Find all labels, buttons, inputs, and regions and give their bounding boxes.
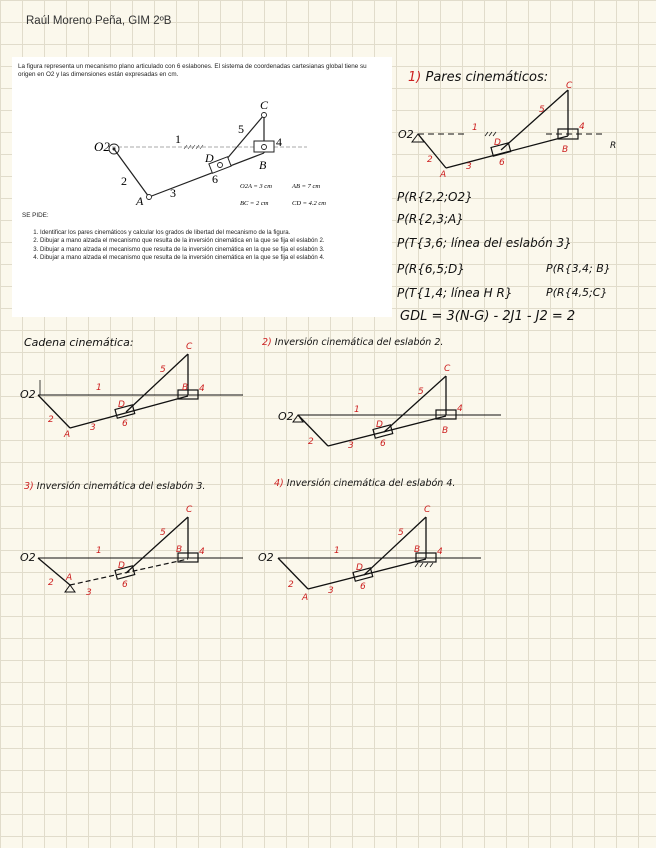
cadena-heading: Cadena cinemática: xyxy=(24,336,134,349)
sketch-inv4 xyxy=(256,503,496,603)
inv3-heading xyxy=(24,481,205,492)
author-name: Raúl Moreno Peña, GIM 2ºB xyxy=(26,15,172,27)
sk4-c: C xyxy=(186,505,193,515)
sk2-n6: 6 xyxy=(122,419,128,429)
pair-item: P(R{4,5;C} xyxy=(546,286,608,299)
sketch-cadena xyxy=(18,340,258,440)
sk5-o2: O2 xyxy=(258,551,274,564)
sk5-n3: 3 xyxy=(328,586,334,596)
fig-label-2: 2 xyxy=(121,174,127,188)
fig-label-1: 1 xyxy=(175,132,181,146)
sk1-n2: 2 xyxy=(427,155,433,165)
sk5-n4: 4 xyxy=(437,547,443,557)
sk3-n5: 5 xyxy=(418,387,424,397)
sk1-r: R xyxy=(610,141,617,151)
fig-label-a: A xyxy=(136,194,144,208)
sk2-a: A xyxy=(64,430,71,440)
dim-ab: AB = 7 cm xyxy=(292,183,321,190)
sk2-n3: 3 xyxy=(90,423,96,433)
sk3-n3: 3 xyxy=(348,441,354,451)
sk3-n4: 4 xyxy=(457,404,463,414)
task-item: 1. Identificar los pares cinemáticos y calcular los grados de libertad del mecanismo de la figura. xyxy=(40,229,388,236)
se-pide-label: SE PIDE: xyxy=(22,212,49,219)
pares-heading-text: Pares cinemáticos: xyxy=(425,70,549,85)
sk3-n1: 1 xyxy=(354,405,360,415)
fig-label-b: B xyxy=(259,158,267,172)
sk4-n3: 3 xyxy=(86,588,92,598)
dim-bc: BC = 2 cm xyxy=(240,200,269,207)
sk4-o2: O2 xyxy=(20,551,36,564)
sk1-n6: 6 xyxy=(499,158,505,168)
pair-item: P(R{2,2;O2} xyxy=(397,190,473,204)
sk2-n1: 1 xyxy=(96,383,102,393)
sk3-b: B xyxy=(442,426,449,436)
pair-item: P(R{3,4; B} xyxy=(546,262,611,275)
fig-label-d: D xyxy=(205,151,214,165)
sk4-d: D xyxy=(118,561,125,571)
sk2-d: D xyxy=(118,400,125,410)
task-item: 3. Dibujar a mano alzada el mecanismo que resulta de la inversión cinemática en la que se fija el eslabón 3. xyxy=(40,246,388,253)
pair-item: P(R{2,3;A} xyxy=(397,212,464,226)
task-list xyxy=(26,229,388,263)
pair-item: P(T{1,4; línea H R} xyxy=(397,286,513,300)
sk1-d: D xyxy=(494,138,501,148)
fig-label-5: 5 xyxy=(238,122,244,136)
sk4-n1: 1 xyxy=(96,546,102,556)
sk1-o2: O2 xyxy=(398,128,414,141)
sk1-n4: 4 xyxy=(579,122,585,132)
sk4-n2: 2 xyxy=(48,578,54,588)
dim-cd: CD = 4.2 cm xyxy=(292,200,326,207)
task-item: 2. Dibujar a mano alzada el mecanismo que resulta de la inversión cinemática en la que se fija el eslabón 2. xyxy=(40,237,388,244)
sk5-b: B xyxy=(414,545,421,555)
sk5-d: D xyxy=(356,563,363,573)
sk5-a: A xyxy=(302,593,309,603)
sk1-n1: 1 xyxy=(472,123,478,133)
pair-item: P(R{6,5;D} xyxy=(397,262,465,276)
inv4-num: 4) xyxy=(274,478,284,489)
problem-intro: La figura representa un mecanismo plano articulado con 6 eslabones. El sistema de coordenadas cartesianas global tiene su origen en O2 y las dimensiones están expresadas en cm. xyxy=(18,63,367,78)
sk1-b: B xyxy=(562,145,569,155)
inv4-heading xyxy=(274,478,455,489)
inv2-heading xyxy=(262,337,443,348)
dim-o2a: O2A = 3 cm xyxy=(240,183,272,190)
sk3-n2: 2 xyxy=(308,437,314,447)
gdl-equation: GDL = 3(N-G) - 2J1 - J2 = 2 xyxy=(400,309,576,324)
sk2-c: C xyxy=(186,342,193,352)
mechanism-figure xyxy=(92,97,352,212)
sk5-n5: 5 xyxy=(398,528,404,538)
sk2-n2: 2 xyxy=(48,415,54,425)
sk3-c: C xyxy=(444,364,451,374)
sk2-n5: 5 xyxy=(160,365,166,375)
sk4-n6: 6 xyxy=(122,580,128,590)
sk5-n1: 1 xyxy=(334,546,340,556)
sk1-a: A xyxy=(440,170,447,180)
inv3-num: 3) xyxy=(24,481,34,492)
inv2-text: Inversión cinemática del eslabón 2. xyxy=(274,337,444,348)
sk5-c: C xyxy=(424,505,431,515)
sk4-n4: 4 xyxy=(199,547,205,557)
fig-label-o2: O2 xyxy=(94,139,110,154)
sk4-n5: 5 xyxy=(160,528,166,538)
problem-statement xyxy=(12,57,392,317)
sk3-o2: O2 xyxy=(278,410,294,423)
sk1-c: C xyxy=(566,81,573,91)
sk4-b: B xyxy=(176,545,183,555)
sk2-b: B xyxy=(182,383,189,393)
inv4-text: Inversión cinemática del eslabón 4. xyxy=(286,478,456,489)
sketch-pares xyxy=(396,78,636,178)
sk3-d: D xyxy=(376,420,383,430)
fig-label-c: C xyxy=(260,98,269,112)
fig-label-3: 3 xyxy=(170,186,176,200)
fig-label-6: 6 xyxy=(212,172,218,186)
task-item: 4. Dibujar a mano alzada el mecanismo que resulta de la inversión cinemática en la que se fija el eslabón 4. xyxy=(40,254,388,261)
sk2-o2: O2 xyxy=(20,388,36,401)
pair-item: P(T{3,6; línea del eslabón 3} xyxy=(397,236,572,250)
fig-label-4: 4 xyxy=(276,135,282,149)
sketch-inv2 xyxy=(276,360,516,460)
sk3-n6: 6 xyxy=(380,439,386,449)
sk5-n6: 6 xyxy=(360,582,366,592)
sk5-n2: 2 xyxy=(288,580,294,590)
inv3-text: Inversión cinemática del eslabón 3. xyxy=(36,481,206,492)
sk1-n3: 3 xyxy=(466,162,472,172)
inv2-num: 2) xyxy=(262,337,272,348)
sk1-n5: 5 xyxy=(539,105,545,115)
sketch-inv3 xyxy=(18,503,258,603)
sk4-a: A xyxy=(66,573,73,583)
pares-heading-num: 1) xyxy=(408,70,422,85)
sk2-n4: 4 xyxy=(199,384,205,394)
